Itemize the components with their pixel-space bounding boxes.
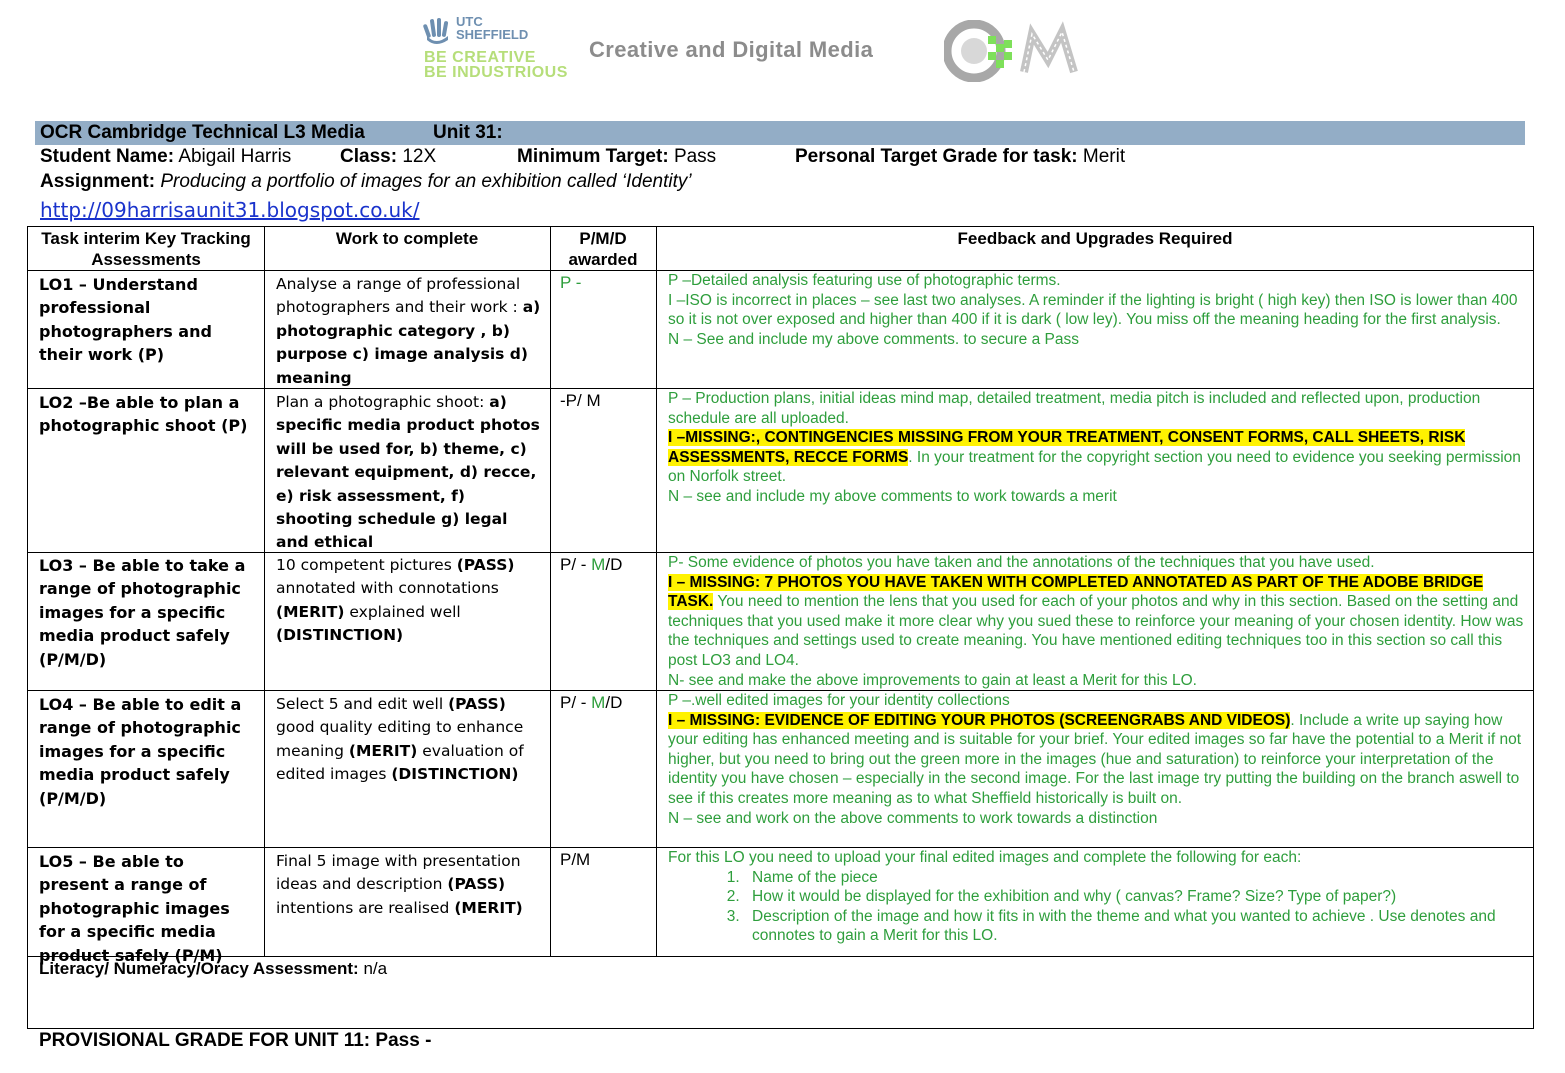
work-text: a) photographic category , b) purpose c) image analysis d) meaning	[276, 298, 541, 387]
feedback-lo4	[668, 691, 1526, 828]
feedback-text: . Include a write up saying how your editing has enhanced meeting and is suitable for your brief. Your edited images so far have the potential to a Merit if not higher, but you need to bring out the green more in the images (hue and saturation) to reinforce your interpretation of the identity you have chosen – especially in the second image. For the last image try putting the building on the branch aswell to see if this creates more meaning as to what Sheffield historically is built on.	[668, 711, 1522, 807]
feedback-text: P- Some evidence of photos you have taken and the annotations of the techniques that you have used.	[668, 554, 1375, 571]
work-lo3	[276, 554, 544, 648]
feedback-line: For this LO you need to upload your final edited images and complete the following for each:	[668, 849, 1302, 866]
work-text: Select 5 and edit well	[276, 695, 449, 713]
feedback-text: P –Detailed analysis featuring use of photographic terms.	[668, 272, 1061, 289]
feedback-text: N – see and work on the above comments to work towards a distinction	[668, 809, 1158, 827]
school-name: UTC SHEFFIELD	[456, 14, 529, 42]
award-lo5	[560, 850, 590, 870]
work-text: (DISTINCTION)	[391, 765, 519, 784]
student-name: Student Name: Abigail Harris	[40, 146, 292, 167]
header-work: Work to complete	[335, 229, 479, 248]
personal-target: Personal Target Grade for task: Merit	[795, 146, 1126, 167]
list-item: 1. Name of the piece	[744, 868, 1526, 888]
work-text: evaluation of edited images	[276, 741, 524, 784]
header-task: Task interim Key Tracking Assessments	[41, 229, 251, 269]
feedback-line	[668, 330, 1526, 350]
work-text: annotated with connotations	[276, 579, 499, 598]
work-text: (DISTINCTION)	[276, 626, 404, 645]
award-text: P/M	[560, 850, 591, 869]
feedback-text: N – See and include my above comments. to secure a Pass	[668, 330, 1079, 348]
unit-title: Unit 31:	[433, 122, 503, 143]
list-item: 2. How it would be displayed for the exhibition and why ( canvas? Frame? Size? Type of paper?)	[744, 887, 1526, 907]
tagline-industrious: BE INDUSTRIOUS	[424, 64, 568, 81]
award-text: /D	[605, 693, 623, 712]
feedback-lo1	[668, 271, 1526, 349]
table-divider	[264, 226, 265, 956]
award-text: P -	[560, 273, 582, 292]
feedback-line	[668, 291, 1526, 330]
feedback-line	[668, 428, 1526, 487]
award-lo3	[560, 555, 622, 575]
objective-lo3: LO3 – Be able to take a range of photographic images for a specific media product safely (P/M/D)	[39, 556, 246, 669]
department-title: Creative and Digital Media	[589, 37, 874, 62]
feedback-line	[668, 271, 1526, 291]
work-text: 10 competent pictures	[276, 556, 457, 574]
objective-lo4: LO4 – Be able to edit a range of photographic images for a specific media product safely (P/M/D)	[39, 695, 242, 808]
feedback-highlight: I – MISSING: 7 PHOTOS YOU HAVE TAKEN WITH COMPLETED ANNOTATED AS PART OF THE ADOBE BRIDGE TASK.	[668, 573, 1484, 611]
work-lo2	[276, 391, 544, 555]
literacy-assessment: Literacy/ Numeracy/Oracy Assessment: n/a	[39, 959, 388, 978]
work-text: (PASS)	[447, 875, 506, 894]
feedback-line	[668, 809, 1526, 829]
feedback-text: P –.well edited images for your identity collections	[668, 692, 1010, 709]
award-lo1	[560, 273, 581, 293]
award-text: /D	[605, 555, 623, 574]
work-text: (MERIT)	[454, 898, 523, 917]
blog-link[interactable]: http://09harrisaunit31.blogspot.co.uk/	[40, 198, 420, 222]
feedback-list	[668, 868, 1526, 946]
feedback-line	[668, 691, 1526, 711]
table-divider	[550, 226, 551, 956]
feedback-text: . In your treatment for the copyright section you need to evidence you seeking permission on Norfolk street.	[668, 448, 1521, 486]
assignment: Assignment: Producing a portfolio of images for an exhibition called ‘Identity’	[40, 171, 692, 192]
header-award: P/M/D awarded	[568, 229, 638, 269]
feedback-highlight: I –MISSING:, CONTINGENCIES MISSING FROM YOUR TREATMENT, CONSENT FORMS, CALL SHEETS, RISK ASSESSMENTS, RECCE FORMS	[668, 429, 1466, 466]
award-merit: M	[591, 555, 606, 574]
work-lo5	[276, 850, 544, 920]
feedback-line	[668, 487, 1526, 507]
award-text: -P/ M	[560, 391, 601, 410]
work-lo1	[276, 273, 544, 390]
utc-hand-logo-icon	[422, 16, 452, 46]
award-text: P/ -	[560, 693, 592, 712]
feedback-text: P – Production plans, initial ideas mind map, detailed treatment, media pitch is included and reflected upon, production schedule are all uploaded.	[668, 390, 1481, 427]
feedback-lo3	[668, 553, 1526, 690]
feedback-line	[668, 711, 1526, 809]
feedback-lo5	[668, 848, 1526, 946]
feedback-highlight: I – MISSING: EVIDENCE OF EDITING YOUR PHOTOS (SCREENGRABS AND VIDEOS)	[668, 711, 1291, 729]
work-text: (PASS)	[456, 556, 515, 574]
work-text: Analyse a range of professional photographers and their work :	[276, 275, 523, 317]
feedback-text: You need to mention the lens that you used for each of your photos and why in this section. Based on the setting and techniques that you used make it more clear why you sued these to reinforce your meaning of your chosen identity. How was the techniques and settings used to create meaning. You have mentioned editing techniques too in this section so call this post LO3 and LO4.	[668, 593, 1524, 669]
work-lo4	[276, 693, 544, 787]
feedback-text: I –ISO is incorrect in places – see last two analyses. A reminder if the lighting is bright ( high key) then ISO is lower than 400 so it is not over exposed and higher than 400 if it is dark ( low ley). You miss off the meaning heading for the first analysis.	[668, 291, 1518, 329]
feedback-text: N – see and include my above comments to work towards a merit	[668, 487, 1117, 505]
award-text: P/ -	[560, 555, 592, 574]
cdm-logo-icon	[944, 20, 1100, 82]
objective-lo5: LO5 – Be able to present a range of photographic images for a specific media product safely (P/M)	[39, 852, 230, 965]
award-lo4	[560, 693, 622, 713]
class-field: Class: 12X	[340, 146, 437, 167]
feedback-line	[668, 553, 1526, 573]
feedback-line	[668, 573, 1526, 671]
table-divider	[656, 226, 657, 956]
award-merit: M	[591, 693, 606, 712]
work-text: Plan a photographic shoot:	[276, 393, 490, 411]
header-feedback: Feedback and Upgrades Required	[957, 229, 1233, 248]
work-text: explained well	[344, 602, 461, 621]
work-text: Final 5 image with presentation ideas and description	[276, 852, 521, 894]
feedback-lo2	[668, 389, 1526, 507]
work-text: good quality editing to enhance meaning	[276, 718, 524, 760]
minimum-target: Minimum Target: Pass	[517, 146, 717, 167]
objective-lo1: LO1 – Understand professional photographers and their work (P)	[39, 275, 212, 365]
work-text: (MERIT)	[276, 602, 345, 621]
work-text: (MERIT)	[348, 741, 418, 760]
feedback-line	[668, 389, 1526, 428]
feedback-text: N- see and make the above improvements to gain at least a Merit for this LO.	[668, 671, 1197, 689]
work-text: a) specific media product photos will be used for, b) theme, c) relevant equipment, d) recce, e) risk assessment, f) shooting schedule g) legal and ethical	[276, 393, 540, 552]
objective-lo2: LO2 –Be able to plan a photographic shoot (P)	[39, 393, 248, 436]
work-text: intentions are realised	[276, 898, 455, 917]
list-item: 3. Description of the image and how it fits in with the theme and what you wanted to achieve . Use denotes and connotes to gain a Merit for this LO.	[744, 907, 1526, 946]
feedback-line	[668, 671, 1526, 691]
tagline-creative: BE CREATIVE	[424, 49, 536, 66]
provisional-grade: PROVISIONAL GRADE FOR UNIT 11: Pass -	[39, 1030, 432, 1051]
course-title: OCR Cambridge Technical L3 Media	[40, 122, 365, 143]
award-lo2	[560, 391, 601, 411]
work-text: (PASS)	[448, 695, 506, 713]
